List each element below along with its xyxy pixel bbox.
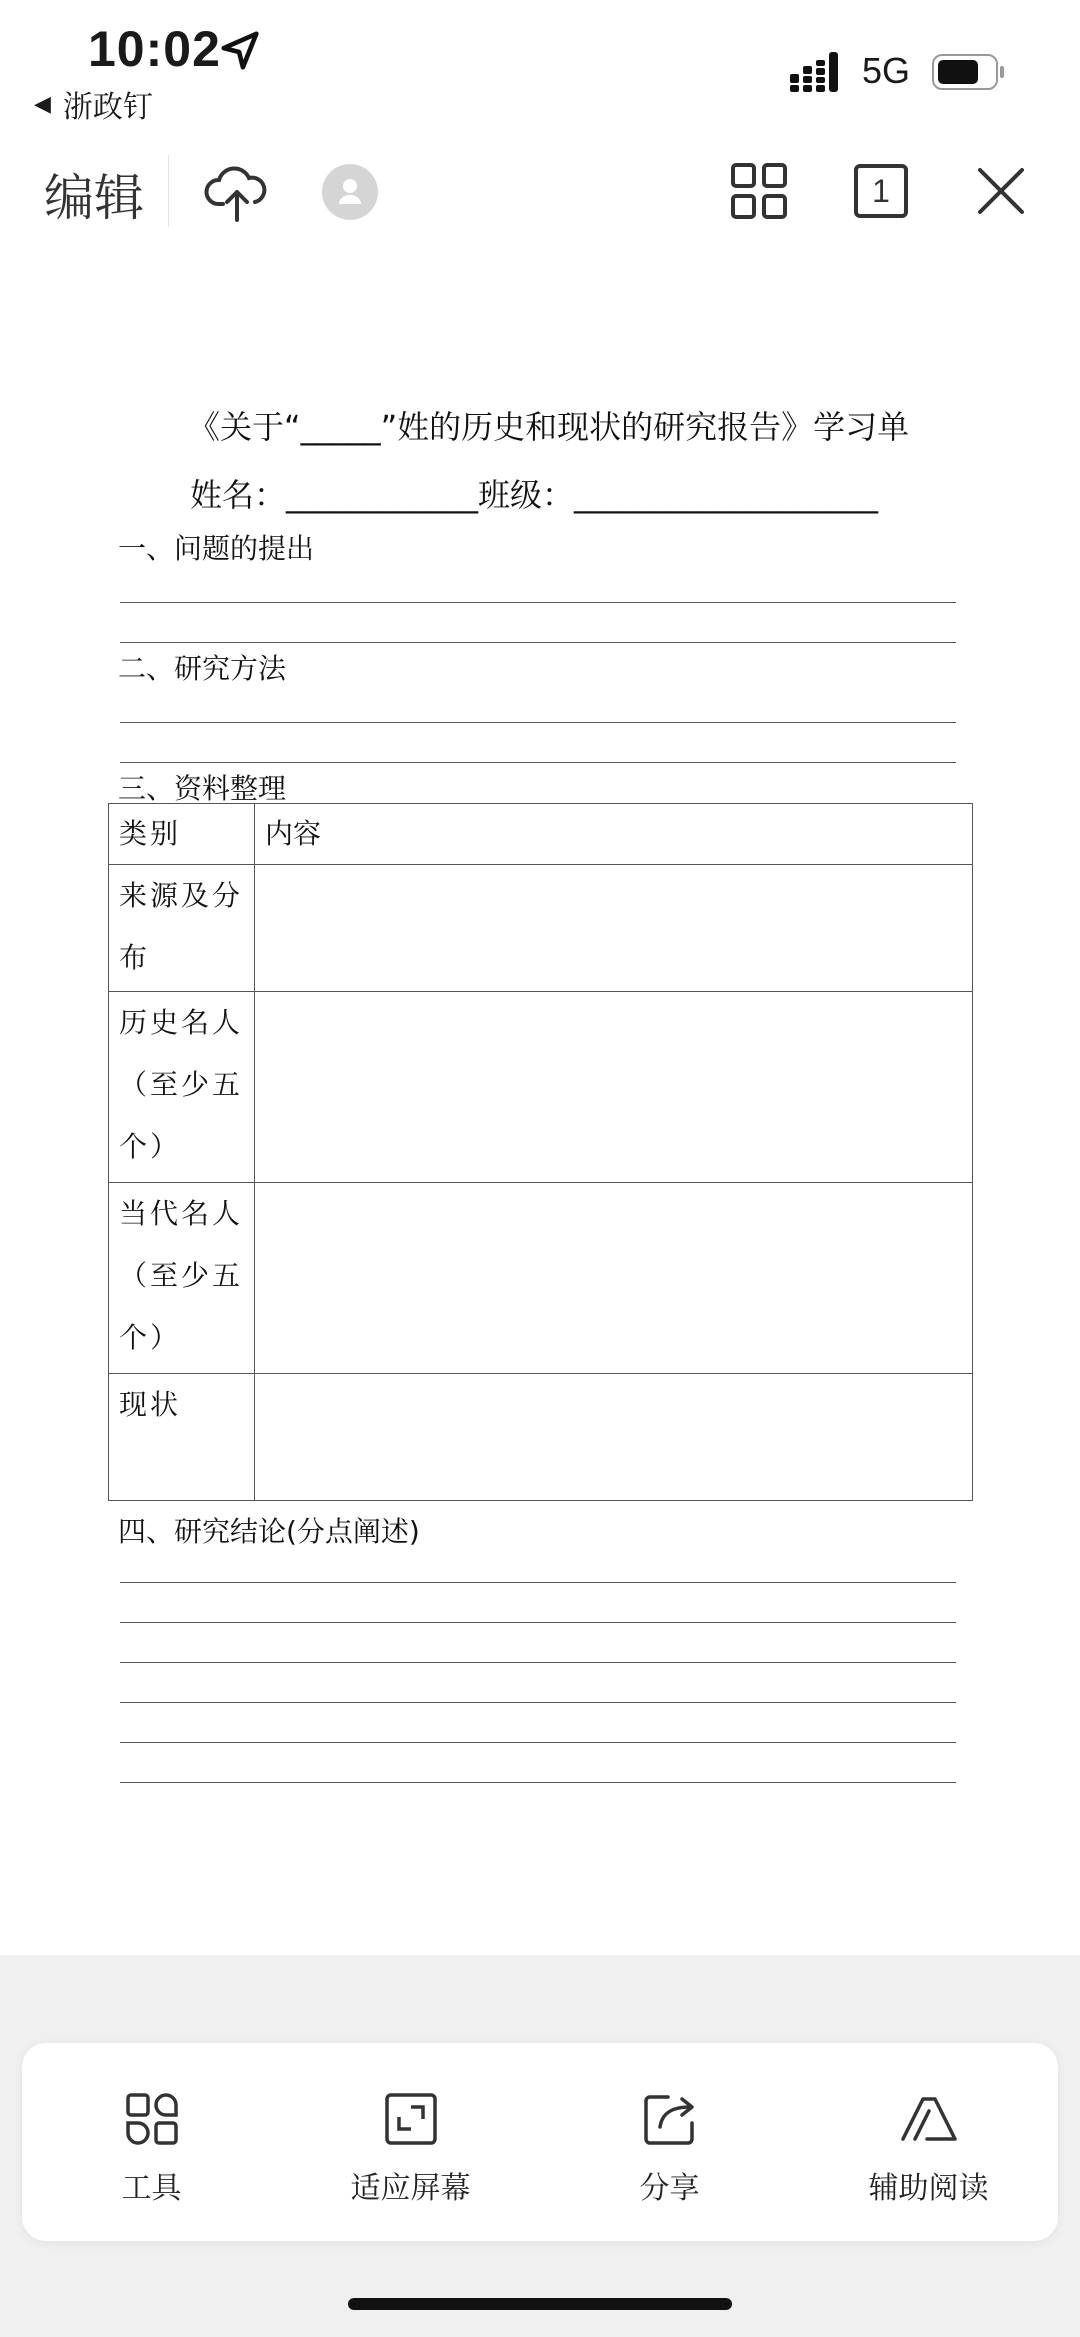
share-button[interactable] [540,2043,799,2241]
battery-icon [932,54,1006,90]
name-class-line: 姓名：____________班级：___________________ [190,476,879,514]
fit-screen-icon [381,2089,441,2149]
answer-line [120,1702,956,1703]
tools-label: 工具 [121,2171,182,2206]
answer-line [120,1582,956,1583]
section-2-heading: 二、研究方法 [118,652,287,685]
document-page [0,250,1080,1955]
answer-line [120,722,956,723]
fit-screen-label: 适应屏幕 [350,2171,471,2206]
cloud-upload-icon[interactable] [203,158,269,224]
row-content-cell [255,865,973,992]
table-row [109,992,973,1183]
table-row [109,865,973,992]
bottom-action-bar [22,2043,1058,2241]
row-content-cell [255,1374,973,1501]
back-triangle-icon: ◀ [34,91,51,117]
status-bar [0,0,1080,140]
network-type: 5G [862,50,911,91]
reading-assist-label: 辅助阅读 [868,2171,989,2206]
row-category-cell: 现状 [109,1374,255,1501]
page-number: 1 [872,172,890,209]
clock: 10:02 [88,21,221,77]
document-toolbar [0,140,1080,251]
avatar[interactable] [320,162,380,222]
tools-button[interactable] [22,2043,281,2241]
edit-button[interactable]: 编辑 [44,169,144,227]
cellular-signal-icon [790,52,846,92]
row-category-cell: 当代名人（至少五个） [109,1183,255,1374]
row-category-cell: 历史名人（至少五个） [109,992,255,1183]
back-app-label: 浙政钉 [62,90,153,125]
answer-line [120,762,956,763]
row-content-cell [255,992,973,1183]
table-row [109,1183,973,1374]
answer-line [120,1742,956,1743]
reading-assist-icon [899,2089,959,2149]
home-indicator [348,2298,732,2310]
row-category-cell: 来源及分布 [109,865,255,992]
answer-line [120,602,956,603]
answer-line [120,1622,956,1623]
data-table [108,803,973,1501]
section-3-heading: 三、资料整理 [118,772,287,805]
answer-line [120,1662,956,1663]
grid-shapes-icon [122,2089,182,2149]
share-icon [640,2089,700,2149]
table-header-cell: 内容 [255,804,973,865]
share-label: 分享 [639,2171,700,2206]
table-header-row [109,804,973,865]
page-grid-icon[interactable] [726,158,792,224]
document-title: 《关于“_____”姓的历史和现状的研究报告》学习单 [188,408,910,446]
table-row [109,1374,973,1501]
answer-line [120,1782,956,1783]
section-1-heading: 一、问题的提出 [118,532,315,565]
answer-line [120,642,956,643]
page-number-button[interactable] [848,158,914,224]
location-arrow-icon [218,28,264,74]
back-to-app-link[interactable] [34,82,153,126]
reading-assist-button[interactable] [799,2043,1058,2241]
fit-screen-button[interactable] [281,2043,540,2241]
section-4-heading: 四、研究结论(分点阐述) [118,1515,420,1548]
row-content-cell [255,1183,973,1374]
table-header-cell: 类别 [109,804,255,865]
close-icon[interactable] [968,158,1034,224]
toolbar-divider [168,155,169,227]
